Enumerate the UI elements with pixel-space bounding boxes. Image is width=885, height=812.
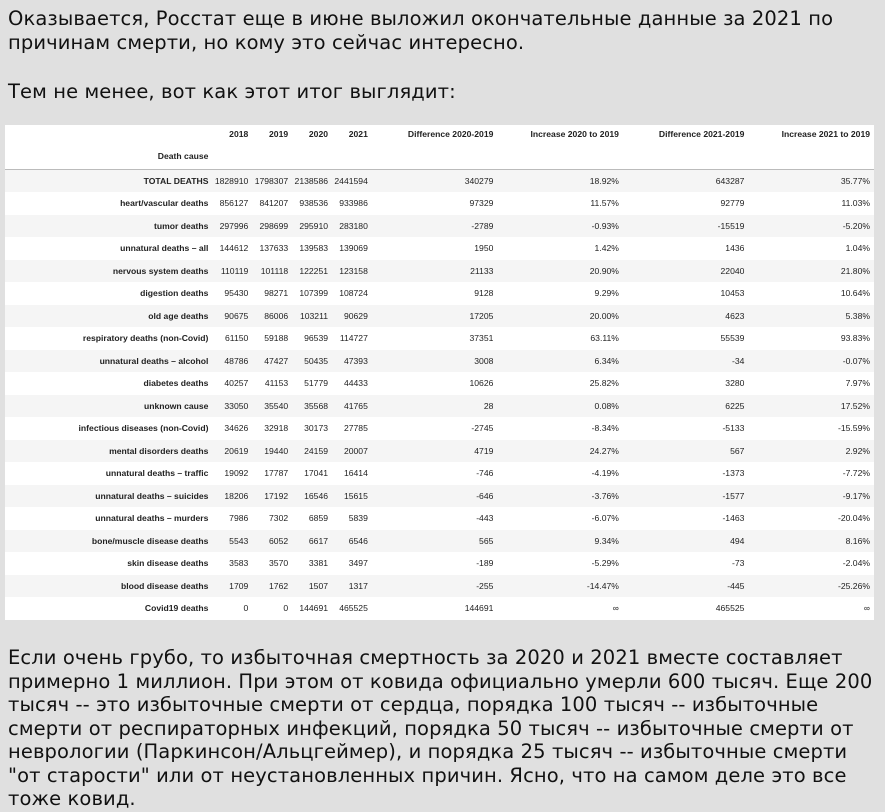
table-cell: 137633 bbox=[259, 243, 289, 254]
death-cause-table bbox=[5, 125, 874, 620]
table-cell: 22040 bbox=[720, 265, 745, 276]
table-cell: 7302 bbox=[269, 513, 289, 524]
table-cell: 1507 bbox=[308, 580, 329, 591]
table-cell: 98271 bbox=[264, 288, 289, 299]
table-cell: 44433 bbox=[343, 378, 368, 389]
table-cell: 6225 bbox=[725, 400, 745, 411]
table-cell: 5.38% bbox=[845, 310, 870, 321]
table-cell: -0.93% bbox=[591, 220, 619, 231]
table-cell: 3570 bbox=[269, 558, 289, 569]
table-cell: 2.92% bbox=[845, 445, 870, 456]
table-cell: 17041 bbox=[304, 468, 329, 479]
table-cell: 122251 bbox=[299, 265, 329, 276]
death-cause-label: unnatural deaths – all bbox=[120, 243, 209, 254]
table-cell: 494 bbox=[730, 535, 745, 546]
column-header: 2020 bbox=[308, 129, 329, 139]
table-cell: -15.59% bbox=[837, 423, 870, 434]
table-cell: 567 bbox=[730, 445, 745, 456]
table-cell: 465525 bbox=[715, 603, 745, 614]
table-cell: 9128 bbox=[474, 288, 494, 299]
table-cell: 18.92% bbox=[589, 176, 619, 186]
table-cell: 59188 bbox=[264, 333, 289, 344]
table-cell: 1762 bbox=[269, 580, 289, 591]
index-name: Death cause bbox=[157, 151, 209, 161]
column-header: Increase 2021 to 2019 bbox=[781, 129, 870, 139]
table-cell: 938536 bbox=[299, 198, 329, 209]
table-cell: -2789 bbox=[471, 220, 494, 231]
table-cell: 96539 bbox=[304, 333, 329, 344]
table-row bbox=[5, 327, 874, 350]
table-row bbox=[5, 215, 874, 238]
table-cell: 103211 bbox=[299, 310, 329, 321]
table-cell: -646 bbox=[476, 490, 494, 501]
death-cause-label: unnatural deaths – suicides bbox=[95, 490, 209, 501]
table-cell: 95430 bbox=[224, 288, 249, 299]
table-row bbox=[5, 485, 874, 508]
table-cell: -2745 bbox=[471, 423, 494, 434]
table-cell: 297996 bbox=[219, 220, 249, 231]
table-cell: 11.03% bbox=[841, 198, 870, 209]
table-cell: 41153 bbox=[264, 378, 289, 389]
table-cell: 2441594 bbox=[334, 176, 368, 186]
table-cell: 47393 bbox=[343, 355, 368, 366]
table-row bbox=[5, 237, 874, 260]
death-cause-label: Covid19 deaths bbox=[144, 603, 209, 614]
table-cell: 3280 bbox=[725, 378, 745, 389]
table-cell: 108724 bbox=[339, 288, 368, 299]
death-cause-label: unnatural deaths – murders bbox=[95, 513, 209, 524]
death-cause-label: respiratory deaths (non-Covid) bbox=[82, 333, 209, 344]
table-cell: 47427 bbox=[264, 355, 289, 366]
death-cause-label: heart/vascular deaths bbox=[120, 198, 209, 209]
table-cell: 30173 bbox=[304, 423, 329, 434]
table-row bbox=[5, 372, 874, 395]
death-cause-label: mental disorders deaths bbox=[109, 445, 209, 456]
death-cause-label: unnatural deaths – alcohol bbox=[99, 355, 209, 366]
table-cell: -7.72% bbox=[842, 468, 870, 479]
table-cell: 144691 bbox=[464, 603, 494, 614]
table-cell: -189 bbox=[476, 558, 494, 569]
table-cell: 933986 bbox=[339, 198, 368, 209]
table-cell: -5.29% bbox=[591, 558, 619, 569]
table-cell: 1.42% bbox=[594, 243, 619, 254]
table-cell: 17787 bbox=[264, 468, 289, 479]
table-cell: 295910 bbox=[299, 220, 329, 231]
death-cause-label: digestion deaths bbox=[140, 288, 209, 299]
table-cell: 3381 bbox=[308, 558, 329, 569]
table-row bbox=[5, 305, 874, 328]
table-cell: 7986 bbox=[229, 513, 249, 524]
table-cell: 90629 bbox=[343, 310, 368, 321]
table-cell: 144691 bbox=[299, 603, 329, 614]
table-cell: -1577 bbox=[722, 490, 745, 501]
table-cell: 37351 bbox=[469, 333, 494, 344]
table-cell: 18206 bbox=[224, 490, 249, 501]
table-cell: 3008 bbox=[474, 355, 494, 366]
table-cell: 55539 bbox=[720, 333, 745, 344]
table-cell: 20619 bbox=[224, 445, 249, 456]
table-cell: 1709 bbox=[229, 580, 249, 591]
table-row bbox=[5, 282, 874, 305]
table-cell: 34626 bbox=[224, 423, 249, 434]
table-cell: 11.57% bbox=[590, 198, 619, 209]
table-cell: -1373 bbox=[722, 468, 745, 479]
table-cell: 50435 bbox=[304, 355, 329, 366]
death-cause-label: old age deaths bbox=[148, 310, 209, 321]
table-cell: 856127 bbox=[219, 198, 249, 209]
table-cell: 0.08% bbox=[594, 400, 619, 411]
table-cell: 10453 bbox=[720, 288, 745, 299]
index-header-row bbox=[5, 143, 874, 170]
death-cause-label: nervous system deaths bbox=[112, 265, 209, 276]
table-cell: 9.34% bbox=[594, 535, 619, 546]
death-cause-label: unknown cause bbox=[143, 400, 209, 411]
table-cell: 6546 bbox=[348, 535, 368, 546]
table-cell: -14.47% bbox=[586, 580, 619, 591]
table-cell: -15519 bbox=[717, 220, 745, 231]
table-cell: 20007 bbox=[343, 445, 368, 456]
lead-paragraph: Тем не менее, вот как этот итог выглядит: bbox=[8, 80, 456, 103]
table-cell: -3.76% bbox=[591, 490, 619, 501]
death-cause-label: skin disease deaths bbox=[127, 558, 209, 569]
table-row bbox=[5, 260, 874, 283]
table-row bbox=[5, 417, 874, 440]
table-cell: 465525 bbox=[339, 603, 368, 614]
table-cell: 110119 bbox=[220, 265, 249, 276]
table-cell: 1317 bbox=[348, 580, 368, 591]
intro-paragraph: Оказывается, Росстат еще в июне выложил окончательные данные за 2021 по причинам смерти, но кому это сейчас интересно. bbox=[8, 7, 834, 54]
death-cause-table-image bbox=[5, 125, 874, 620]
table-cell: -4.19% bbox=[591, 468, 619, 479]
table-cell: 123158 bbox=[339, 265, 368, 276]
table-cell: -255 bbox=[476, 580, 494, 591]
table-cell: 90675 bbox=[224, 310, 249, 321]
table-row bbox=[5, 192, 874, 215]
table-cell: 144612 bbox=[219, 243, 249, 254]
table-row bbox=[5, 530, 874, 553]
table-cell: 17192 bbox=[264, 490, 289, 501]
table-row bbox=[5, 170, 874, 193]
table-cell: 21.80% bbox=[840, 265, 870, 276]
table-cell: 32918 bbox=[264, 423, 289, 434]
table-cell: -0.07% bbox=[842, 355, 870, 366]
table-cell: 1950 bbox=[474, 243, 494, 254]
table-cell: -34 bbox=[732, 355, 745, 366]
table-cell: 6617 bbox=[308, 535, 329, 546]
table-cell: 20.90% bbox=[589, 265, 619, 276]
column-header: Increase 2020 to 2019 bbox=[530, 129, 619, 139]
death-cause-label: diabetes deaths bbox=[143, 378, 209, 389]
table-cell: 93.83% bbox=[840, 333, 870, 344]
table-row bbox=[5, 552, 874, 575]
table-cell: 1798307 bbox=[254, 176, 289, 186]
table-row bbox=[5, 575, 874, 598]
table-cell: 3497 bbox=[348, 558, 368, 569]
table-cell: 565 bbox=[479, 535, 494, 546]
table-cell: 15615 bbox=[343, 490, 368, 501]
table-cell: -6.07% bbox=[591, 513, 619, 524]
table-body bbox=[5, 170, 874, 620]
table-row bbox=[5, 395, 874, 418]
table-cell: 21133 bbox=[470, 265, 494, 276]
table-cell: 643287 bbox=[715, 176, 745, 186]
death-cause-label: tumor deaths bbox=[154, 220, 209, 231]
column-header: 2021 bbox=[348, 129, 368, 139]
table-cell: -73 bbox=[732, 558, 745, 569]
table-cell: 10.64% bbox=[840, 288, 870, 299]
table-cell: ∞ bbox=[863, 603, 870, 614]
table-cell: 28 bbox=[483, 400, 494, 411]
column-header-row bbox=[5, 125, 874, 143]
table-cell: 0 bbox=[283, 603, 289, 614]
table-cell: 841207 bbox=[259, 198, 289, 209]
table-row bbox=[5, 350, 874, 373]
death-cause-label: unnatural deaths – traffic bbox=[105, 468, 209, 479]
table-cell: 92779 bbox=[720, 198, 745, 209]
table-cell: 298699 bbox=[259, 220, 289, 231]
column-header: 2019 bbox=[269, 129, 289, 139]
table-cell: ∞ bbox=[612, 603, 619, 614]
table-row bbox=[5, 462, 874, 485]
table-cell: 4719 bbox=[474, 445, 494, 456]
table-cell: 9.29% bbox=[594, 288, 619, 299]
table-row bbox=[5, 507, 874, 530]
header-corner bbox=[5, 125, 212, 143]
table-cell: 6.34% bbox=[594, 355, 619, 366]
table-cell: 16546 bbox=[304, 490, 329, 501]
table-cell: 7.97% bbox=[845, 378, 870, 389]
table-cell: 3583 bbox=[229, 558, 249, 569]
table-cell: -5.20% bbox=[842, 220, 870, 231]
table-cell: 27785 bbox=[343, 423, 368, 434]
table-cell: 5839 bbox=[348, 513, 368, 524]
table-cell: 25.82% bbox=[589, 378, 619, 389]
table-cell: 1828910 bbox=[214, 176, 249, 186]
table-cell: 0 bbox=[243, 603, 249, 614]
table-cell: -8.34% bbox=[591, 423, 619, 434]
death-cause-label: infectious diseases (non-Covid) bbox=[78, 423, 209, 434]
table-cell: 20.00% bbox=[589, 310, 619, 321]
table-cell: 283180 bbox=[339, 220, 368, 231]
table-cell: -25.26% bbox=[837, 580, 870, 591]
table-cell: -445 bbox=[727, 580, 745, 591]
table-cell: 1.04% bbox=[845, 243, 870, 254]
table-cell: 48786 bbox=[224, 355, 249, 366]
table-row bbox=[5, 597, 874, 620]
table-cell: 40257 bbox=[224, 378, 249, 389]
table-cell: 139583 bbox=[299, 243, 329, 254]
table-cell: 1436 bbox=[725, 243, 745, 254]
death-cause-label: bone/muscle disease deaths bbox=[91, 535, 209, 546]
table-cell: 63.11% bbox=[590, 333, 619, 344]
table-row bbox=[5, 440, 874, 463]
table-cell: 86006 bbox=[264, 310, 289, 321]
table-cell: 35568 bbox=[304, 400, 329, 411]
table-cell: -443 bbox=[476, 513, 494, 524]
table-cell: 19440 bbox=[264, 445, 289, 456]
conclusion-paragraph: Если очень грубо, то избыточная смертность за 2020 и 2021 вместе составляет примерно 1 миллион. При этом от ковида официально умерли 600 тысяч. Еще 200 тысяч -- это избыточные смерти от сердца, порядка 100 тысяч -- избыточные смерти от респираторных инфекций, порядка 50 тысяч -- избыточные смерти от неврологии (Паркинсон/Альцгеймер), и порядка 25 тысяч -- избыточные смерти "от старости" или от неустановленных причин. Ясно, что на самом деле это все тоже ковид. bbox=[8, 646, 873, 810]
table-cell: 24.27% bbox=[589, 445, 619, 456]
table-cell: 16414 bbox=[343, 468, 368, 479]
table-cell: 24159 bbox=[304, 445, 329, 456]
table-cell: 6859 bbox=[308, 513, 329, 524]
table-cell: 6052 bbox=[269, 535, 289, 546]
table-cell: 51779 bbox=[304, 378, 329, 389]
table-cell: -5133 bbox=[722, 423, 745, 434]
table-cell: 4623 bbox=[725, 310, 745, 321]
column-header: 2018 bbox=[229, 129, 249, 139]
table-cell: 19092 bbox=[224, 468, 249, 479]
death-cause-label: TOTAL DEATHS bbox=[143, 176, 209, 186]
table-cell: -9.17% bbox=[842, 490, 870, 501]
table-cell: 2138586 bbox=[294, 176, 329, 186]
table-cell: -746 bbox=[476, 468, 494, 479]
table-cell: 41765 bbox=[343, 400, 368, 411]
table-cell: 8.16% bbox=[845, 535, 870, 546]
table-cell: 97329 bbox=[469, 198, 494, 209]
table-cell: 61150 bbox=[225, 333, 249, 344]
column-header: Difference 2020-2019 bbox=[407, 129, 494, 139]
table-cell: 35.77% bbox=[840, 176, 870, 186]
table-cell: 5543 bbox=[229, 535, 249, 546]
table-cell: -1463 bbox=[722, 513, 745, 524]
table-cell: 17205 bbox=[469, 310, 494, 321]
table-cell: 17.52% bbox=[840, 400, 870, 411]
table-cell: 10626 bbox=[469, 378, 494, 389]
column-header: Difference 2021-2019 bbox=[658, 129, 745, 139]
table-cell: -20.04% bbox=[837, 513, 870, 524]
table-cell: 340279 bbox=[464, 176, 494, 186]
table-cell: 114727 bbox=[339, 333, 368, 344]
table-cell: 107399 bbox=[299, 288, 329, 299]
death-cause-label: blood disease deaths bbox=[121, 580, 209, 591]
table-cell: 139069 bbox=[339, 243, 368, 254]
table-cell: 35540 bbox=[264, 400, 289, 411]
table-cell: 101118 bbox=[260, 265, 289, 276]
table-cell: 33050 bbox=[224, 400, 249, 411]
table-cell: -2.04% bbox=[842, 558, 870, 569]
